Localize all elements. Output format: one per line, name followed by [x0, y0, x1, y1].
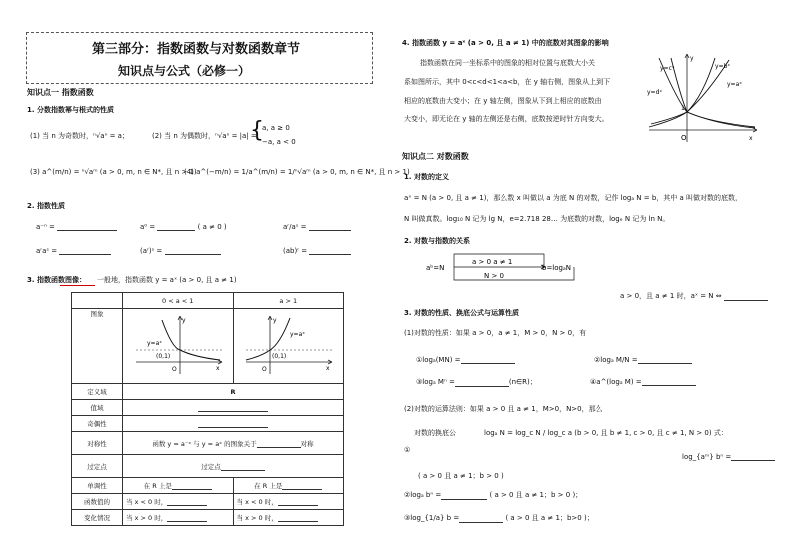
r-q2: (2)对数的运算法则：如果 a > 0 且 a ≠ 1，M>0，N>0，那么 — [404, 405, 603, 413]
prop-2: a⁰ = ( a ≠ 0 ) — [140, 223, 227, 231]
svg-text:O: O — [262, 366, 267, 373]
s1-line1b: (2) 当 n 为偶数时，ⁿ√aⁿ = |a| = — [152, 132, 257, 140]
prop-1: a⁻ⁿ = — [36, 222, 117, 231]
row-mono-1: 在 R 上是 — [123, 478, 234, 494]
prop-4: aʳaˢ = — [36, 246, 111, 255]
row-var-a: 当 x < 0 时， — [123, 494, 234, 510]
svg-text:y: y — [181, 317, 186, 324]
s3-heading: 3. 指数函数图像： — [27, 276, 86, 284]
graph-decreasing — [123, 309, 234, 384]
page-subtitle: 知识点与公式（必修一） — [118, 64, 251, 78]
page-title: 第三部分：指数函数与对数函数章节 — [92, 42, 301, 57]
svg-text:N > 0: N > 0 — [484, 272, 505, 280]
s1-case2: −a, a < 0 — [262, 138, 296, 146]
row-sym-value: 函数 y = a⁻ˣ 与 y = aˣ 的图象关于 对称 — [123, 432, 344, 455]
r-q1: (1)对数的性质：如果 a > 0，a ≠ 1，M > 0，N > 0，有 — [404, 329, 587, 337]
row-mono-2: 在 R 上是 — [233, 478, 344, 494]
r-q1c: ③logₐ Mⁿ = (n∈R)； — [416, 378, 537, 386]
r-q5a: ① — [404, 446, 411, 454]
row-sym-label: 对称性 — [72, 432, 123, 455]
svg-text:O: O — [171, 366, 177, 373]
row-range-blank — [123, 400, 344, 416]
s2-heading: 2. 指数性质 — [27, 202, 65, 210]
row-graph-label: 图象 — [72, 309, 123, 384]
r-def-2: N 叫做真数。log₁₀ N 记为 lg N，e=2.718 28… 为底数的对数，logₑ N 记为 ln N。 — [404, 215, 670, 223]
table-corner — [72, 293, 123, 309]
base-comparison-graph — [645, 50, 760, 145]
r-q6: ②logₐ bⁿ = ( a > 0 且 a ≠ 1；b > 0 )； — [404, 491, 583, 499]
svg-text:y=aˣ: y=aˣ — [146, 340, 162, 347]
svg-text:x: x — [326, 365, 330, 372]
s1-line1a: (1) 当 n 为奇数时，ⁿ√aⁿ = a； — [30, 132, 129, 140]
r-s3-heading: 3. 对数的性质、换底公式与运算性质 — [404, 309, 519, 317]
svg-text:x: x — [749, 135, 753, 142]
svg-text:b=logₐN: b=logₐN — [542, 264, 571, 272]
svg-text:(0,1): (0,1) — [155, 353, 170, 360]
row-range-label: 值域 — [72, 400, 123, 416]
svg-text:O: O — [681, 134, 687, 142]
row-var-label-2: 变化情况 — [72, 510, 123, 526]
svg-text:y=cˣ: y=cˣ — [660, 65, 675, 72]
r-q3b: logₐ N = log_c N / log_c a (b > 0, 且 b ≠ 1, c > 0, 且 c ≠ 1, N > 0) 式： — [484, 429, 728, 437]
r-q1b: ②logₐ M/N = — [594, 355, 692, 364]
graph-increasing — [233, 309, 344, 384]
row-fixed-label: 过定点 — [72, 455, 123, 478]
row-domain-label: 定义域 — [72, 384, 123, 400]
r-s1-heading: 1. 对数的定义 — [404, 173, 449, 181]
r-q1a: ①logₐ(MN) = — [416, 355, 515, 364]
increasing-graph-svg — [238, 312, 338, 378]
row-var-label-1: 函数值的 — [72, 494, 123, 510]
prop-6: (ab)ʳ = — [283, 246, 351, 255]
svg-text:y=bˣ: y=bˣ — [715, 63, 731, 70]
svg-text:y: y — [273, 317, 277, 324]
row-var-b: 当 x > 0 时， — [123, 510, 234, 526]
r-def-1: aˣ = N (a > 0, 且 a ≠ 1)，那么数 x 叫做以 a 为底 N 的对数，记作 logₐ N = b，其中 a 叫做对数的底数， — [404, 194, 743, 202]
row-fixed-value: 过定点 — [123, 455, 344, 478]
prop-3: aʳ/aˢ = — [283, 222, 351, 231]
table-head-2: a > 1 — [233, 293, 344, 309]
s1-case1: a, a ≥ 0 — [262, 124, 290, 132]
row-parity-blank — [123, 416, 344, 432]
kp2-heading: 知识点二 对数函数 — [402, 152, 469, 161]
svg-text:x: x — [215, 365, 220, 372]
row-var-d: 当 x > 0 时， — [233, 510, 344, 526]
s1-heading: 1. 分数指数幂与根式的性质 — [27, 106, 114, 114]
exp-function-table — [71, 292, 344, 526]
svg-text:y=dˣ: y=dˣ — [647, 89, 663, 96]
svg-text:(0,1): (0,1) — [272, 353, 287, 360]
r-q7: ③log_{1/a} b = ( a > 0 且 a ≠ 1；b>0 )； — [404, 514, 594, 522]
r-q1d: ④a^(logₐ M) = — [590, 377, 696, 386]
svg-text:aᵇ=N: aᵇ=N — [426, 264, 445, 272]
row-domain-value: R — [123, 384, 344, 400]
r-s4-p1: 指数函数在同一坐标系中的图象的相对位置与底数大小关 — [420, 59, 595, 67]
r-s4-p3: 相应的底数由大变小；在 y 轴左侧，图象从下到上相应的底数由 — [404, 97, 602, 105]
r-s2-heading: 2. 对数与指数的关系 — [404, 237, 470, 245]
r-s4-p4: 大变小，即无论在 y 轴的左侧还是右侧，底数按逆时针方向变大。 — [404, 115, 609, 123]
svg-text:y: y — [690, 55, 694, 62]
r-rel-note: a > 0，且 a ≠ 1 时，aˣ = N ⇔ — [620, 291, 768, 301]
red-underline — [60, 285, 95, 286]
brace-icon: { — [250, 118, 264, 143]
s3-desc: 一般地，指数函数 y = aˣ (a > 0, 且 a ≠ 1) — [97, 276, 237, 284]
row-parity-label: 奇偶性 — [72, 416, 123, 432]
r-q4: log_{aᵐ} bⁿ = — [682, 452, 775, 461]
s1-line2b: (4) a^(−m/n) = 1/a^(m/n) = 1/ⁿ√aᵐ (a > 0, m, n ∈ N*, 且 n > 1) — [184, 168, 410, 176]
svg-text:a > 0 a ≠ 1: a > 0 a ≠ 1 — [472, 258, 513, 266]
prop-5: (aʳ)ˢ = — [140, 246, 221, 255]
r-s4-heading: 4. 指数函数 y = aˣ (a > 0, 且 a ≠ 1) 中的底数对其图象的影响 — [402, 39, 609, 47]
r-q5b: ( a > 0 且 a ≠ 1；b > 0 ) — [418, 472, 504, 480]
svg-text:y=aˣ: y=aˣ — [727, 81, 742, 88]
kp1-heading: 知识点一 指数函数 — [27, 88, 94, 97]
r-q3a: 对数的换底公 — [414, 429, 456, 437]
svg-text:y=aˣ: y=aˣ — [290, 331, 306, 338]
log-exp-relation-diagram — [424, 250, 589, 286]
decreasing-graph-svg — [128, 312, 228, 378]
row-var-c: 当 x < 0 时， — [233, 494, 344, 510]
s1-line2a: (3) a^(m/n) = ⁿ√aᵐ (a > 0, m, n ∈ N*, 且 n > 1) — [30, 168, 197, 176]
row-mono-label: 单调性 — [72, 478, 123, 494]
svg-text:1: 1 — [681, 105, 685, 112]
table-head-1: 0 < a < 1 — [123, 293, 234, 309]
r-s4-p2: 系如图所示，其中 0<c<d<1<a<b，在 y 轴右侧，图象从上到下 — [404, 78, 611, 86]
